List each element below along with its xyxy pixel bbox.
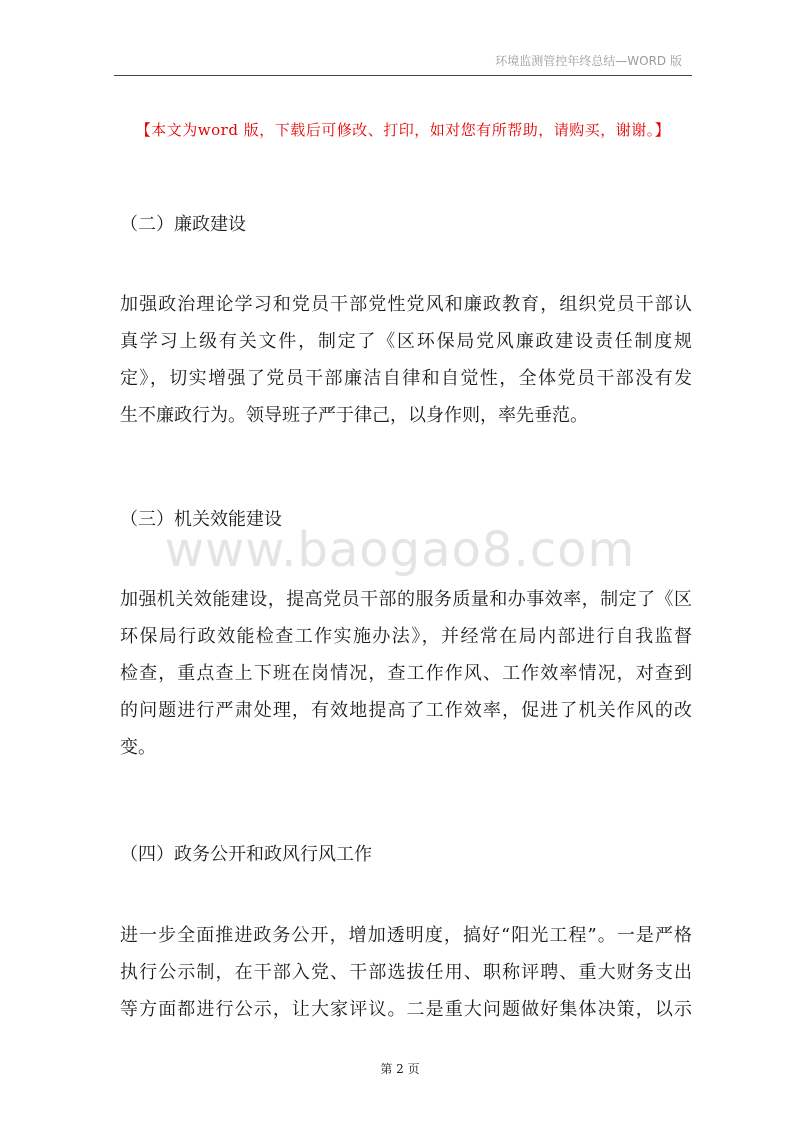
section-paragraph-2: [120, 286, 692, 434]
section-heading-3: （三）机关效能建设: [120, 509, 282, 530]
paragraph-line: 生不廉政行为。领导班子严于律己，以身作则，率先垂范。: [120, 405, 588, 426]
watermark: www.baogao8.com: [164, 522, 636, 578]
paragraph-line: 变。: [120, 737, 156, 758]
section-heading-2: （二）廉政建设: [120, 214, 246, 235]
paragraph-line: 加强机关效能建设，提高党员干部的服务质量和办事效率，制定了《区: [120, 589, 692, 610]
section-paragraph-4: [120, 917, 692, 1028]
header-title: 环境监测管控年终总结—WORD 版: [495, 54, 682, 68]
paragraph-line: 执行公示制，在干部入党、干部选拔任用、职称评聘、重大财务支出: [120, 962, 692, 983]
paragraph-line: 定》，切实增强了党员干部廉洁自律和自觉性，全体党员干部没有发: [120, 368, 692, 389]
paragraph-line: 环保局行政效能检查工作实施办法》，并经常在局内部进行自我监督: [120, 626, 692, 647]
header-divider: [114, 75, 692, 76]
paragraph-line: 进一步全面推进政务公开，增加透明度，搞好“阳光工程”。一是严格: [120, 925, 692, 946]
section-heading-4: （四）政务公开和政风行风工作: [120, 844, 372, 865]
paragraph-line: 检查，重点查上下班在岗情况，查工作作风、工作效率情况，对查到: [120, 663, 692, 684]
paragraph-line: 等方面都进行公示，让大家评议。二是重大问题做好集体决策，以示: [120, 999, 692, 1020]
paragraph-line: 真学习上级有关文件，制定了《区环保局党风廉政建设责任制度规: [120, 331, 692, 352]
paragraph-line: 的问题进行严肃处理，有效地提高了工作效率，促进了机关作风的改: [120, 700, 692, 721]
purchase-notice: 【本文为word 版，下载后可修改、打印，如对您有所帮助，请购买，谢谢。】: [135, 121, 671, 139]
paragraph-line: 加强政治理论学习和党员干部党性党风和廉政教育，组织党员干部认: [120, 294, 692, 315]
page-number: 第 2 页: [380, 1062, 420, 1076]
section-paragraph-3: [120, 581, 692, 766]
